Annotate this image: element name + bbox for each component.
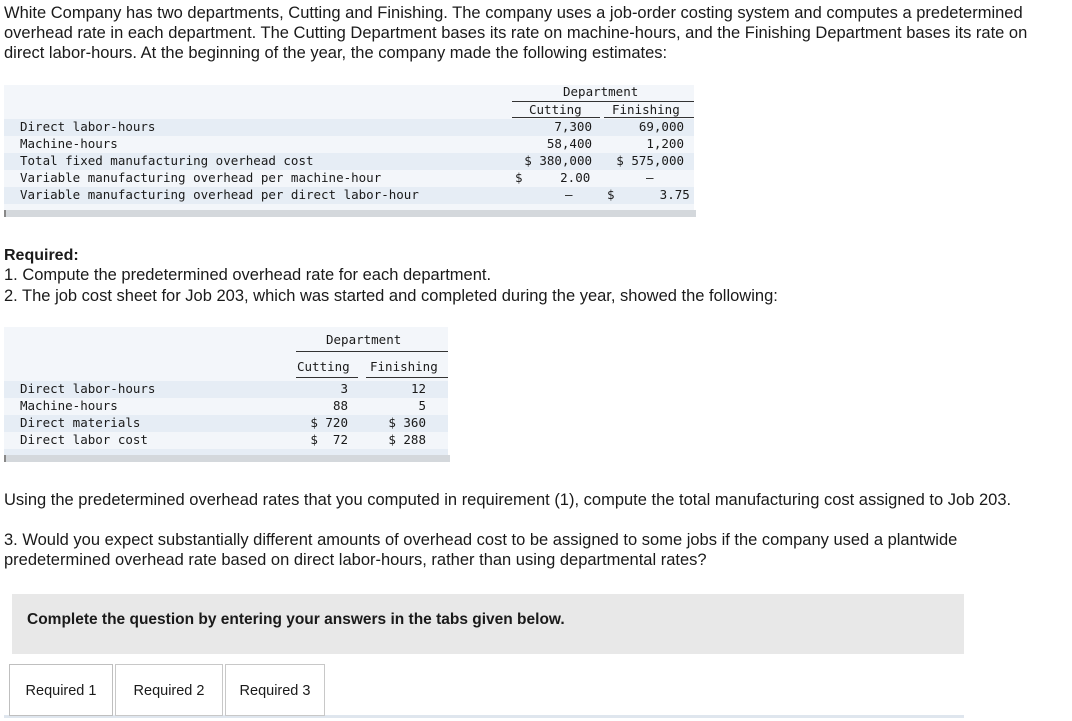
row-label: Machine-hours (20, 136, 118, 151)
job-203-table (0, 0, 460, 470)
tab-required-2[interactable] (115, 664, 223, 716)
row-label: Total fixed manufacturing overhead cost (20, 153, 314, 168)
row-label: Direct labor-hours (20, 381, 156, 396)
tab-required-3[interactable] (225, 664, 325, 716)
column-header-finishing: Finishing (370, 359, 438, 374)
instruction-banner-text: Complete the question by entering your answers in the tabs given below. (27, 611, 565, 628)
cell-cutting: 3 (340, 381, 348, 396)
tab-label: Required 2 (133, 683, 205, 699)
tab-required-1[interactable] (9, 664, 113, 716)
group-header-department: Department (326, 332, 402, 347)
cell-finishing: $ 3.75 (607, 187, 690, 202)
cell-cutting: $ 720 (310, 415, 348, 430)
row-label: Variable manufacturing overhead per direct labor-hour (20, 187, 419, 202)
cell-finishing: $ 360 (388, 415, 426, 430)
requirement-3: 3. Would you expect substantially different amounts of overhead cost to be assigned to some jobs if the company used a plantwide predetermined overhead rate based on direct labor-hours, rather than using departmental rates? (4, 531, 958, 569)
row-label: Direct materials (20, 415, 141, 430)
cell-cutting: – (565, 187, 573, 202)
requirement-2: 2. The job cost sheet for Job 203, which was started and completed during the year, showed the following: (4, 287, 778, 305)
row-label: Machine-hours (20, 398, 118, 413)
total-cost-paragraph: Using the predetermined overhead rates that you computed in requirement (1), compute the total manufacturing cost assigned to Job 203. (4, 491, 1012, 509)
row-label: Direct labor cost (20, 432, 148, 447)
required-heading: Required: (4, 247, 79, 264)
cell-finishing: $ 575,000 (616, 153, 684, 168)
cell-cutting: 58,400 (546, 136, 592, 151)
intro-paragraph: White Company has two departments, Cutting and Finishing. The company uses a job-order costing system and computes a predetermined overhead rate in each department. The Cutting Department bases its rate on machine-hours, and the Finishing Department bases its rate on direct labor-hours. At the beginning of the year, the company made the following estimates: (4, 4, 1028, 62)
cell-finishing: $ 288 (388, 432, 426, 447)
cell-finishing: 69,000 (638, 119, 684, 134)
instruction-banner (12, 594, 964, 654)
cell-cutting: $ 72 (310, 432, 348, 447)
cell-cutting: $ 2.00 (515, 170, 591, 185)
cell-finishing: – (646, 170, 654, 185)
cell-cutting: $ 380,000 (524, 153, 592, 168)
cell-cutting: 88 (332, 398, 348, 413)
cell-finishing: 1,200 (646, 136, 684, 151)
group-header-department: Department (563, 84, 639, 99)
tab-label: Required 1 (25, 683, 97, 699)
row-label: Direct labor-hours (20, 119, 156, 134)
column-header-cutting: Cutting (529, 102, 582, 117)
table-footer-bar (4, 455, 450, 462)
cell-cutting: 7,300 (554, 119, 592, 134)
row-label: Variable manufacturing overhead per machine-hour (20, 170, 382, 185)
requirement-1: 1. Compute the predetermined overhead rate for each department. (4, 266, 492, 284)
column-header-finishing: Finishing (612, 102, 680, 117)
cell-finishing: 12 (410, 381, 426, 396)
column-header-cutting: Cutting (297, 359, 350, 374)
cell-finishing: 5 (418, 398, 426, 413)
tab-label: Required 3 (239, 683, 311, 699)
